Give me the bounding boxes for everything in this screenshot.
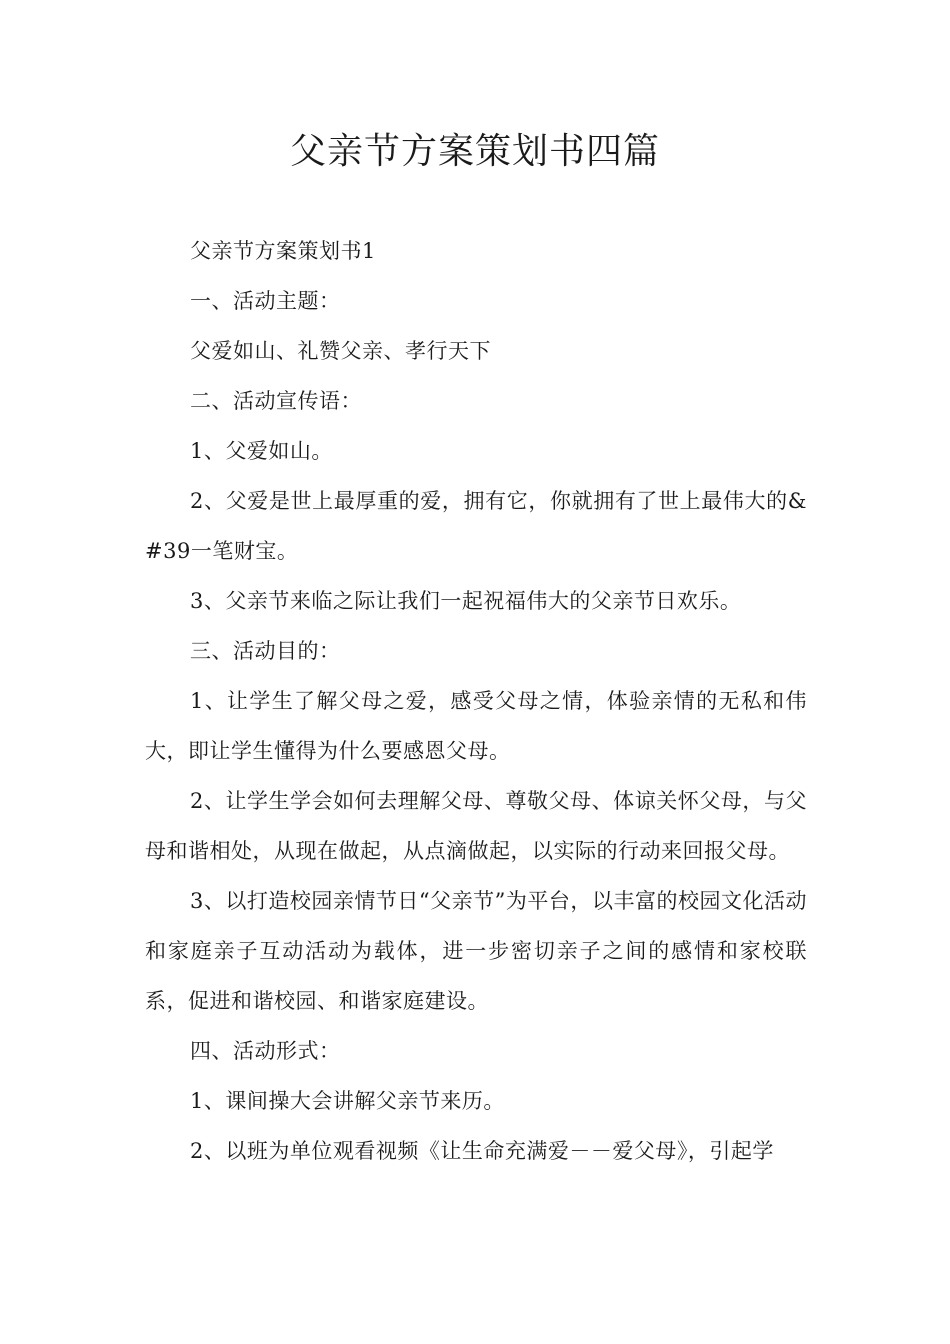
paragraph: 3、父亲节来临之际让我们一起祝福伟大的父亲节日欢乐。 xyxy=(190,589,742,613)
paragraph: 二、活动宣传语： xyxy=(190,389,362,413)
paragraph: 三、活动目的： xyxy=(190,639,341,663)
paragraph: 1、让学生了解父母之爱，感受父母之情，体验亲情的无私和伟大，即让学生懂得为什么要感恩父母。 xyxy=(145,689,807,763)
paragraph: 父亲节方案策划书1 xyxy=(190,239,376,263)
paragraph: 父爱如山、礼赞父亲、孝行天下 xyxy=(190,339,491,363)
paragraph: 一、活动主题： xyxy=(190,289,341,313)
paragraph: 2、以班为单位观看视频《让生命充满爱－－爱父母》，引起学 xyxy=(190,1139,774,1163)
paragraph: 1、父爱如山。 xyxy=(190,439,333,463)
paragraph: 四、活动形式： xyxy=(190,1039,341,1063)
paragraph: 3、以打造校园亲情节日“父亲节”为平台，以丰富的校园文化活动和家庭亲子互动活动为载体，进一步密切亲子之间的感情和家校联系，促进和谐校园、和谐家庭建设。 xyxy=(145,889,807,1013)
document-title: 父亲节方案策划书四篇 xyxy=(289,131,660,172)
document-body xyxy=(145,226,807,1176)
paragraph: 2、让学生学会如何去理解父母、尊敬父母、体谅关怀父母，与父母和谐相处，从现在做起，从点滴做起，以实际的行动来回报父母。 xyxy=(145,789,807,863)
paragraph: 2、父爱是世上最厚重的爱，拥有它，你就拥有了世上最伟大的&#39一笔财宝。 xyxy=(145,489,807,563)
paragraph: 1、课间操大会讲解父亲节来历。 xyxy=(190,1089,505,1113)
